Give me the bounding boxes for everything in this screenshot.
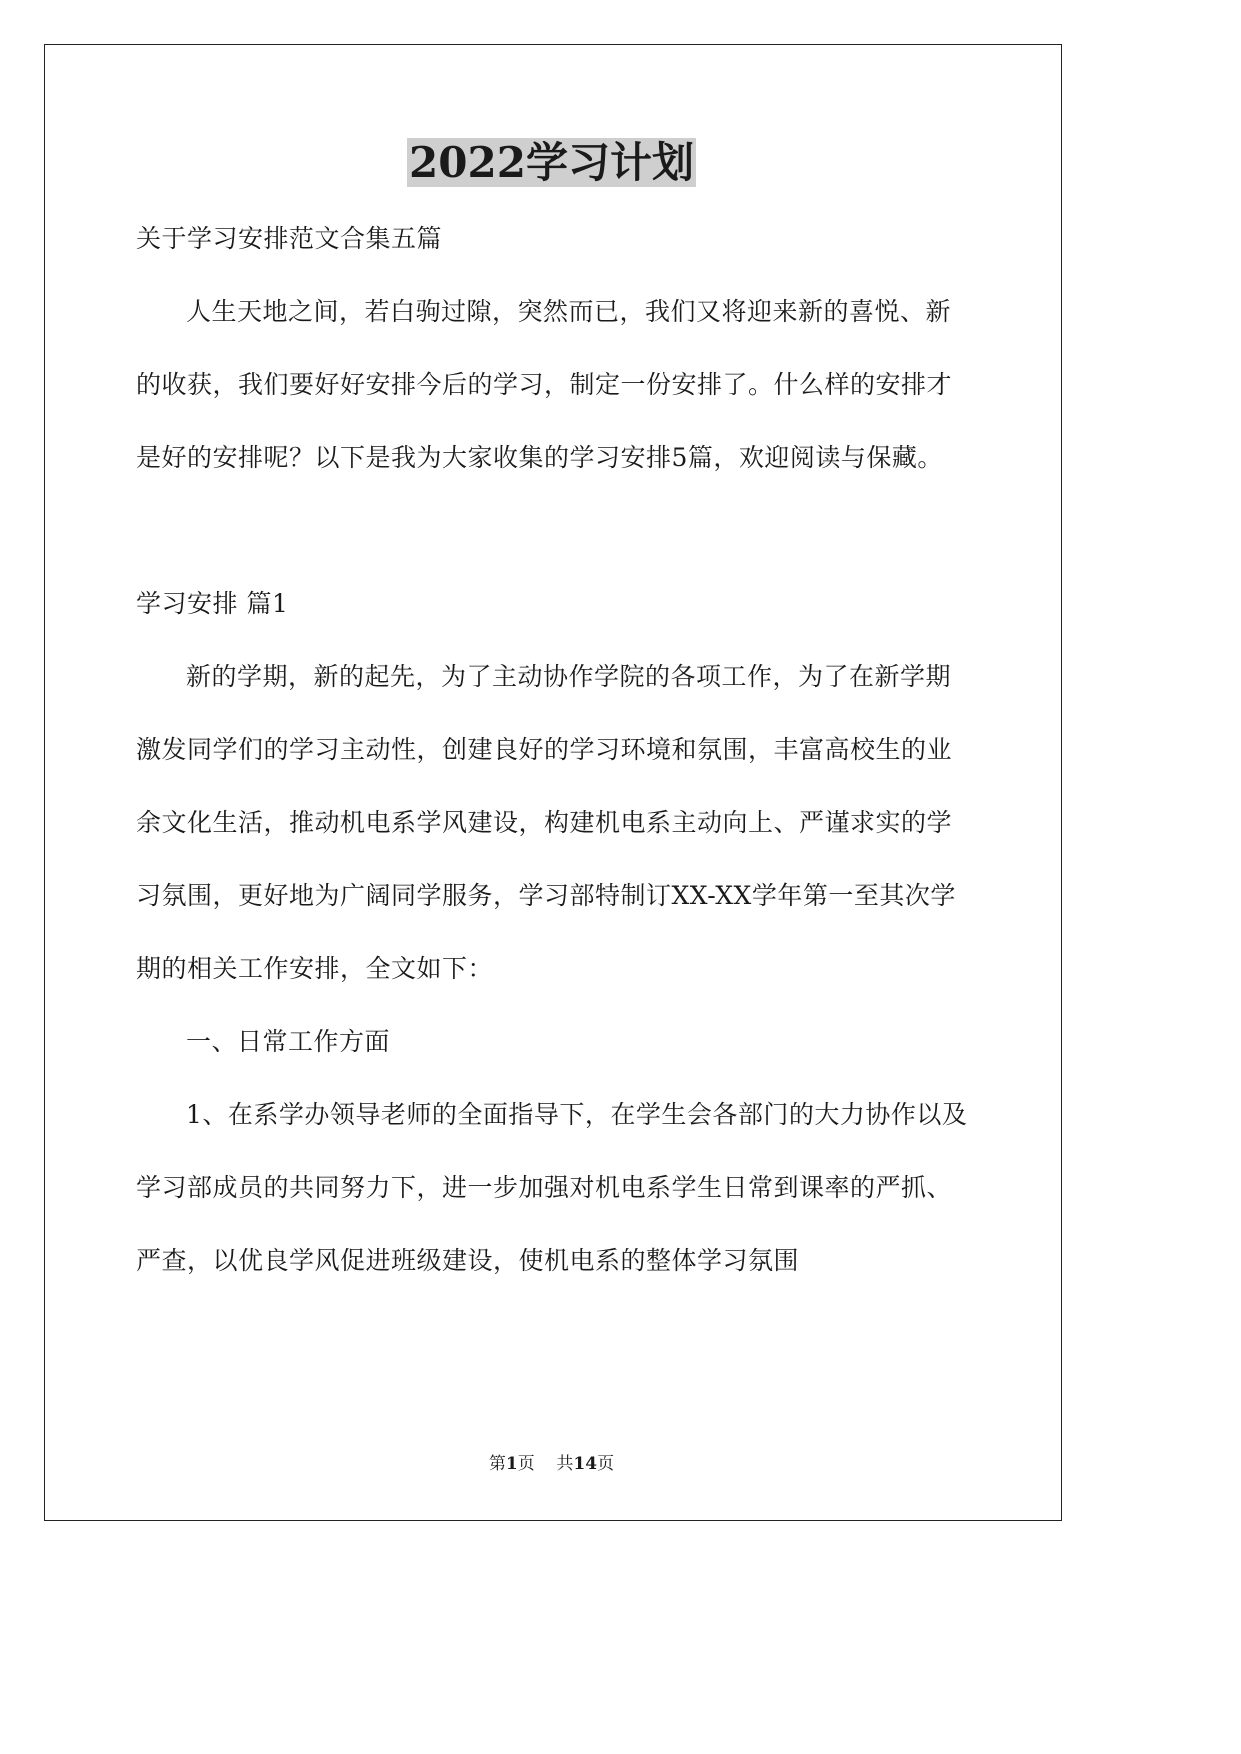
total-prefix: 共 <box>556 1454 574 1474</box>
page-prefix: 第 <box>488 1454 506 1474</box>
page-suffix: 页 <box>517 1454 535 1474</box>
page-footer <box>0 1452 1103 1476</box>
total-pages: 14 <box>573 1454 598 1474</box>
document-body <box>136 202 976 1297</box>
body-paragraph-1: 新的学期，新的起先，为了主动协作学院的各项工作，为了在新学期激发同学们的学习主动性，创建良好的学习环境和氛围，丰富高校生的业余文化生活，推动机电系学风建设，构建机电系主动向上、严谨求实的学习氛围，更好地为广阔同学服务，学习部特制订XX-XX学年第一至其次学期的相关工作安排，全文如下： <box>136 662 956 983</box>
document-title <box>0 134 1103 192</box>
page-number: 1 <box>505 1454 518 1474</box>
section-heading: 学习安排 篇1 <box>136 589 289 618</box>
intro-paragraph: 人生天地之间，若白驹过隙，突然而已，我们又将迎来新的喜悦、新的收获，我们要好好安排今后的学习，制定一份安排了。什么样的安排才是好的安排呢？以下是我为大家收集的学习安排5篇，欢迎阅读与保藏。 <box>136 297 953 472</box>
section-spacer <box>136 494 976 567</box>
subheading-daily-work: 一、日常工作方面 <box>186 1027 391 1056</box>
body-paragraph-2: 1、在系学办领导老师的全面指导下，在学生会各部门的大力协作以及学习部成员的共同努力下，进一步加强对机电系学生日常到课率的严抓、严查，以优良学风促进班级建设，使机电系的整体学习氛围 <box>136 1100 968 1275</box>
document-title-text: 2022学习计划 <box>409 138 694 187</box>
document-subtitle: 关于学习安排范文合集五篇 <box>136 224 443 253</box>
total-suffix: 页 <box>597 1454 615 1474</box>
